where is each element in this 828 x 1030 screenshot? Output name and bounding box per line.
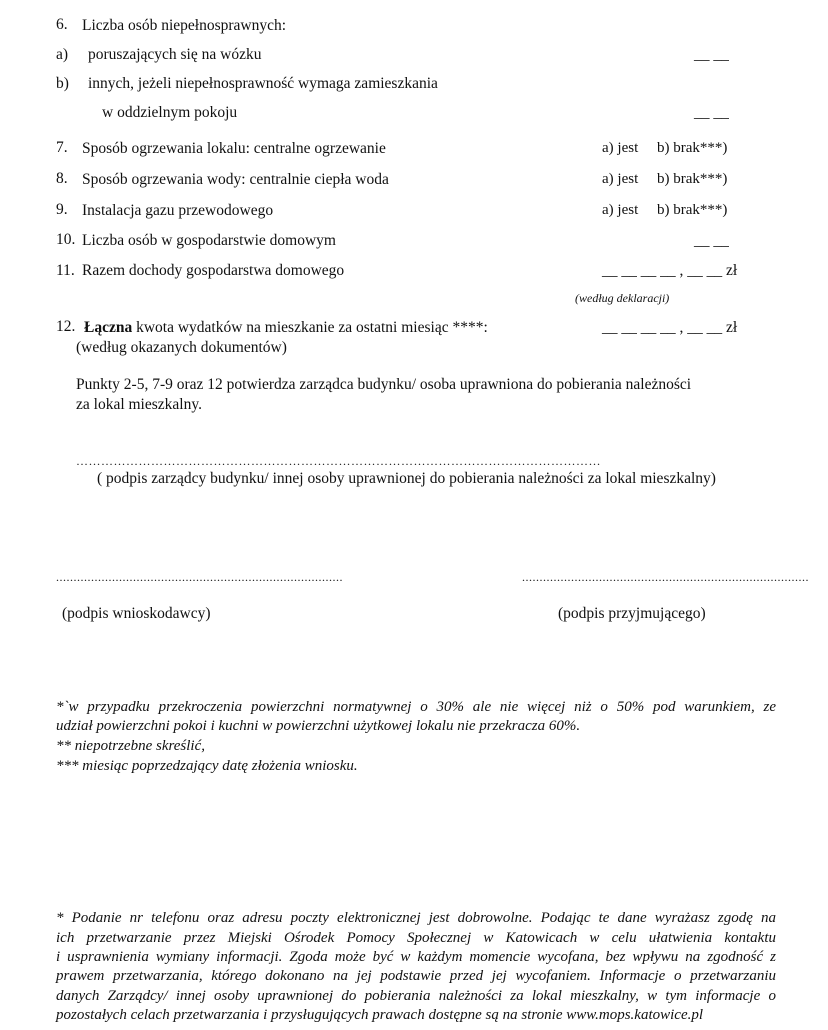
item-11-note: (według deklaracji) [575, 291, 670, 305]
item-6a-text: poruszających się na wózku [88, 46, 262, 63]
item-12-amount-blank[interactable]: __ __ __ __ , __ __ zł [602, 319, 738, 336]
admin-signature-caption: ( podpis zarządcy budynku/ innej osoby uprawnionej do pobierania należności za lokal mieszkalny) [97, 470, 716, 487]
item-10-blank[interactable]: __ __ [694, 232, 729, 249]
item-8-number: 8. [56, 170, 68, 187]
item-6b-label: b) [56, 75, 69, 92]
applicant-signature-caption: (podpis wnioskodawcy) [62, 605, 211, 622]
item-11-amount-blank[interactable]: __ __ __ __ , __ __ zł [602, 262, 738, 279]
receiver-signature-caption: (podpis przyjmującego) [558, 605, 706, 622]
item-11-number: 11. [56, 262, 75, 279]
footnote-1-line1: *`w przypadku przekroczenia powierzchni normatywnej o 30% ale nie więcej niż o 50% pod warunkiem, ze [56, 699, 776, 715]
item-12-text-bold: Łączna [84, 319, 133, 336]
applicant-signature-line[interactable]: .................................................................................. [56, 570, 343, 584]
item-8-option-jest[interactable]: a) jest [602, 171, 639, 187]
item-7-text: Sposób ogrzewania lokalu: centralne ogrzewanie [82, 140, 386, 157]
item-6b-text-line1: innych, jeżeli niepełnosprawność wymaga zamieszkania [88, 75, 438, 92]
footnote-3: *** miesiąc poprzedzający datę złożenia wniosku. [56, 758, 358, 774]
item-12-text-rest: kwota wydatków na mieszkanie za ostatni miesiąc ****: [132, 319, 488, 336]
item-8-text: Sposób ogrzewania wody: centralnie ciepła woda [82, 171, 389, 188]
item-6-title: Liczba osób niepełnosprawnych: [82, 17, 287, 34]
item-6b-blank[interactable]: __ __ [694, 104, 729, 121]
item-12-subtext: (według okazanych dokumentów) [76, 339, 287, 356]
footnote-2: ** niepotrzebne skreślić, [56, 738, 205, 754]
footnote-1-line2: udział powierzchni pokoi i kuchni w powierzchni użytkowej lokalu nie przekracza 60%. [56, 718, 581, 734]
consent-line-3: i usprawnienia wymiany informacji. Zgoda może być w każdym momencie wycofana, bez wpływu na zgodność z [56, 949, 776, 965]
confirmation-line2: za lokal mieszkalny. [76, 396, 202, 413]
item-6b-text-line2: w oddzielnym pokoju [102, 104, 238, 121]
item-6-number: 6. [56, 16, 68, 33]
receiver-signature-line[interactable]: .................................................................................. [522, 570, 809, 584]
item-8-option-brak[interactable]: b) brak***) [657, 171, 728, 187]
consent-line-1: * Podanie nr telefonu oraz adresu poczty elektronicznej jest dobrowolne. Podając te dane wyrażasz zgodę na [56, 910, 776, 926]
consent-line-5: danych Zarządcy/ innej osoby uprawnionej do pobierania należności za lokal mieszkalny, w tym informacje o [56, 988, 776, 1004]
item-6a-blank[interactable]: __ __ [694, 46, 729, 63]
item-9-text: Instalacja gazu przewodowego [82, 202, 274, 219]
consent-line-6: pozostałych celach przetwarzania i przysługujących prawach dostępne są na stronie www.mops.katowice.pl [56, 1007, 704, 1023]
item-9-option-brak[interactable]: b) brak***) [657, 202, 728, 218]
item-12-number: 12. [56, 318, 76, 335]
item-9-option-jest[interactable]: a) jest [602, 202, 639, 218]
item-9-number: 9. [56, 201, 68, 218]
admin-signature-line[interactable]: ……………………………………………………………………………………………………………… [76, 454, 601, 468]
item-12-text [84, 319, 488, 337]
item-10-number: 10. [56, 231, 76, 248]
consent-line-4: prawem przetwarzania, którego dokonano na jej podstawie przed jej wycofaniem. Informacje o przetwarzaniu [56, 968, 776, 984]
item-7-number: 7. [56, 139, 68, 156]
item-7-option-jest[interactable]: a) jest [602, 140, 639, 156]
item-11-text: Razem dochody gospodarstwa domowego [82, 262, 345, 279]
confirmation-line1: Punkty 2-5, 7-9 oraz 12 potwierdza zarządca budynku/ osoba uprawniona do pobierania należności [76, 376, 692, 393]
item-7-option-brak[interactable]: b) brak***) [657, 140, 728, 156]
item-10-text: Liczba osób w gospodarstwie domowym [82, 232, 336, 249]
item-6a-label: a) [56, 46, 69, 63]
consent-line-2: ich przetwarzanie przez Miejski Ośrodek Pomocy Społecznej w Katowicach w celu ułatwienia kontaktu [56, 930, 776, 946]
